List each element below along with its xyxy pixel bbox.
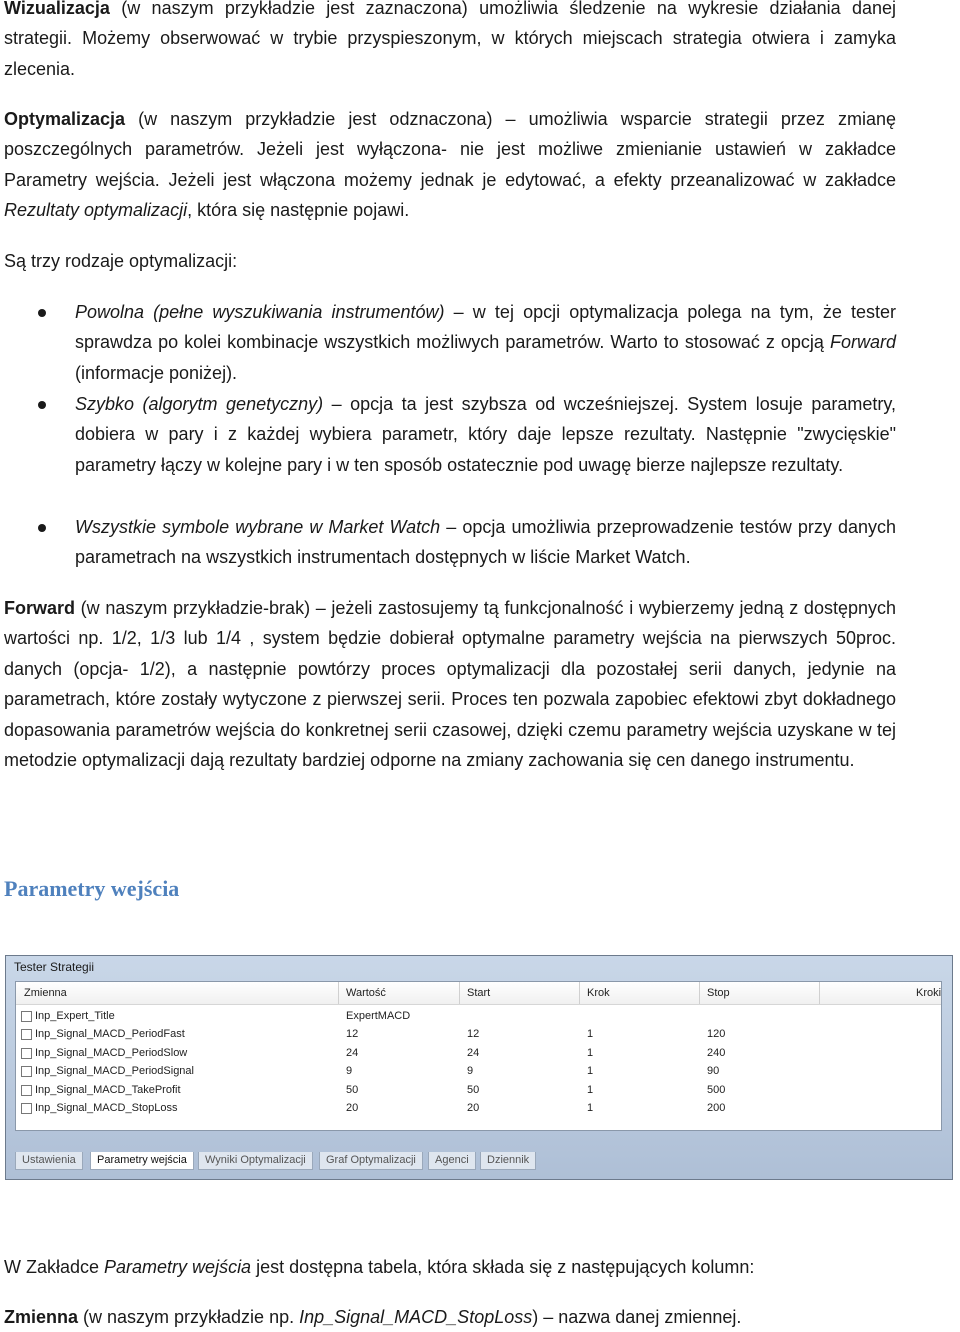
italic-term: Parametry wejścia bbox=[104, 1257, 252, 1277]
parameters-table bbox=[15, 981, 942, 1131]
cell-stop[interactable]: 500 bbox=[707, 1084, 726, 1096]
cell-stop[interactable]: 120 bbox=[707, 1028, 726, 1040]
tester-window bbox=[5, 955, 953, 1180]
column-divider bbox=[459, 982, 460, 1004]
paragraph-zakladka bbox=[4, 1252, 896, 1282]
column-divider bbox=[579, 982, 580, 1004]
cell-krok[interactable]: 1 bbox=[587, 1102, 594, 1114]
cell-stop[interactable]: 200 bbox=[707, 1102, 726, 1114]
paragraph-rodzaje: Są trzy rodzaje optymalizacji: bbox=[4, 251, 238, 271]
table-row[interactable] bbox=[16, 1100, 941, 1118]
tab-parametry-wejscia[interactable]: Parametry wejścia bbox=[90, 1152, 194, 1170]
cell-start[interactable]: 9 bbox=[467, 1065, 474, 1077]
italic-term: Inp_Signal_MACD_StopLoss bbox=[299, 1307, 533, 1327]
section-title: Parametry wejścia bbox=[4, 876, 180, 901]
row-checkbox[interactable] bbox=[21, 1085, 32, 1096]
paragraph-optymalizacja bbox=[4, 104, 896, 226]
bullet-text: – opcja ta jest szybsza od wcześniejszej. System losuje parametry, dobiera w pary i z każdej wybiera parametr, który daje lepsze rezultaty. Następnie "zwycięskie" parametry łączy w kolejne pary i w ten sposób ostatecznie pod uwagę bierze najlepsze rezultaty. bbox=[75, 394, 897, 475]
tab-wyniki-optymalizacji[interactable]: Wyniki Optymalizacji bbox=[198, 1152, 313, 1170]
term-forward: Forward bbox=[4, 598, 76, 618]
row-checkbox[interactable] bbox=[21, 1048, 32, 1059]
paragraph-text: (w naszym przykładzie-brak) – jeżeli zastosujemy tą funkcjonalność i wybierzemy jedną z dostępnych wartości np. 1/2, 1/3 lub 1/4 , system będzie dobierał optymalne parametry wejścia na pierwszych 50proc. danych (opcja- 1/2), a następnie powtórzy proces optymalizacji dla pozostałej serii danych, jedynie na parametrach, które zostały wytyczone z pierwszej serii. Proces ten pozwala zapobiec efektowi zbyt dokładnego dopasowania parametrów wejścia do konkretnej serii czasowej, dzięki czemu parametry wejścia uzyskane w tej metodzie optymalizacji dają rezultaty bardziej odporne na zmiany zachowania się cen danego instrumentu. bbox=[4, 598, 896, 771]
cell-wartosc[interactable]: 20 bbox=[346, 1102, 359, 1114]
column-header-krok[interactable]: Krok bbox=[587, 987, 610, 999]
column-divider bbox=[819, 982, 820, 1004]
paragraph-text: jest dostępna tabela, która składa się z następujących kolumn: bbox=[251, 1257, 755, 1277]
term-wizualizacja: Wizualizacja bbox=[4, 0, 110, 18]
term-optymalizacja: Optymalizacja bbox=[4, 109, 126, 129]
tab-agenci[interactable]: Agenci bbox=[428, 1152, 476, 1170]
paragraph-text: W Zakładce bbox=[4, 1257, 105, 1277]
cell-stop[interactable]: 90 bbox=[707, 1065, 720, 1077]
cell-krok[interactable]: 1 bbox=[587, 1047, 594, 1059]
column-header-wartosc[interactable]: Wartość bbox=[346, 987, 386, 999]
table-header bbox=[16, 982, 941, 1005]
bullet-item-wszystkie bbox=[75, 512, 896, 573]
cell-zmienna: Inp_Signal_MACD_PeriodFast bbox=[35, 1028, 185, 1040]
paragraph-text: ) – nazwa danej zmiennej. bbox=[532, 1307, 742, 1327]
table-row[interactable] bbox=[16, 1026, 941, 1044]
italic-term: Forward bbox=[829, 332, 896, 353]
cell-start[interactable]: 50 bbox=[467, 1084, 480, 1096]
term-zmienna: Zmienna bbox=[4, 1307, 79, 1327]
column-divider bbox=[338, 982, 339, 1004]
cell-wartosc[interactable]: 50 bbox=[346, 1084, 359, 1096]
cell-krok[interactable]: 1 bbox=[587, 1028, 594, 1040]
cell-krok[interactable]: 1 bbox=[587, 1065, 594, 1077]
cell-stop[interactable]: 240 bbox=[707, 1047, 726, 1059]
table-row[interactable] bbox=[16, 1063, 941, 1081]
bullet-item-szybko bbox=[75, 389, 896, 480]
bullet-text: – opcja umożliwia przeprowadzenie testów przy danych parametrach na wszystkich instrumentach dostępnych w liście Market Watch. bbox=[75, 517, 896, 568]
table-row[interactable] bbox=[16, 1045, 941, 1063]
cell-zmienna: Inp_Signal_MACD_TakeProfit bbox=[35, 1084, 181, 1096]
cell-start[interactable]: 12 bbox=[467, 1028, 480, 1040]
row-checkbox[interactable] bbox=[21, 1011, 32, 1022]
cell-zmienna: Inp_Expert_Title bbox=[35, 1010, 115, 1022]
tab-ustawienia[interactable]: Ustawienia bbox=[15, 1152, 83, 1170]
paragraph-wizualizacja bbox=[4, 0, 896, 84]
italic-term: Rezultaty optymalizacji bbox=[4, 200, 188, 221]
cell-zmienna: Inp_Signal_MACD_StopLoss bbox=[35, 1102, 178, 1114]
tab-graf-optymalizacji[interactable]: Graf Optymalizacji bbox=[319, 1152, 423, 1170]
column-header-start[interactable]: Start bbox=[467, 987, 491, 999]
cell-zmienna: Inp_Signal_MACD_PeriodSignal bbox=[35, 1065, 194, 1077]
bullet-item-powolna bbox=[75, 297, 896, 388]
cell-zmienna: Inp_Signal_MACD_PeriodSlow bbox=[35, 1047, 188, 1059]
paragraph-text: , która się następnie pojawi. bbox=[187, 200, 410, 221]
column-divider bbox=[699, 982, 700, 1004]
paragraph-text: (w naszym przykładzie np. bbox=[78, 1307, 300, 1327]
row-checkbox[interactable] bbox=[21, 1103, 32, 1114]
table-row[interactable] bbox=[16, 1082, 941, 1100]
table-row[interactable] bbox=[16, 1008, 941, 1026]
paragraph-text: (w naszym przykładzie jest zaznaczona) umożliwia śledzenie na wykresie działania danej strategii. Możemy obserwować w trybie przyspieszonym, w których miejscach strategia otwiera i zamyka zlecenia. bbox=[4, 0, 896, 79]
column-header-zmienna[interactable]: Zmienna bbox=[24, 987, 67, 999]
tab-dziennik[interactable]: Dziennik bbox=[480, 1152, 536, 1170]
cell-start[interactable]: 24 bbox=[467, 1047, 480, 1059]
bullet-dot-icon bbox=[38, 524, 46, 532]
row-checkbox[interactable] bbox=[21, 1029, 32, 1040]
cell-wartosc[interactable]: 9 bbox=[346, 1065, 353, 1077]
window-title: Tester Strategii bbox=[14, 960, 95, 974]
row-checkbox[interactable] bbox=[21, 1066, 32, 1077]
cell-krok[interactable]: 1 bbox=[587, 1084, 594, 1096]
column-header-stop[interactable]: Stop bbox=[707, 987, 730, 999]
paragraph-forward bbox=[4, 593, 896, 775]
cell-start[interactable]: 20 bbox=[467, 1102, 480, 1114]
italic-term: Powolna (pełne wyszukiwania instrumentów) bbox=[75, 302, 445, 322]
bullet-dot-icon bbox=[38, 309, 46, 317]
italic-term: Wszystkie symbole wybrane w Market Watch bbox=[75, 517, 441, 537]
cell-wartosc[interactable]: ExpertMACD bbox=[346, 1010, 411, 1022]
cell-wartosc[interactable]: 24 bbox=[346, 1047, 359, 1059]
paragraph-zmienna bbox=[4, 1302, 896, 1332]
cell-wartosc[interactable]: 12 bbox=[346, 1028, 359, 1040]
bullet-text: – w tej opcji optymalizacja polega na tym, że tester sprawdza po kolei kombinacje wszystkich możliwych parametrów. Warto to stosować z opcją bbox=[75, 302, 896, 353]
paragraph-text: (w naszym przykładzie jest odznaczona) – umożliwia wsparcie strategii przez zmianę poszczególnych parametrów. Jeżeli jest wyłączona- nie jest możliwe zmienianie ustawień w zakładce Parametry wejścia. Jeżeli jest włączona możemy jednak je edytować, a efekty przeanalizować w zakładce bbox=[4, 109, 896, 190]
column-header-kroki[interactable]: Kroki bbox=[916, 987, 942, 999]
bullet-dot-icon bbox=[38, 401, 46, 409]
italic-term: Szybko (algorytm genetyczny) bbox=[75, 394, 324, 414]
bullet-text: (informacje poniżej). bbox=[75, 362, 238, 383]
